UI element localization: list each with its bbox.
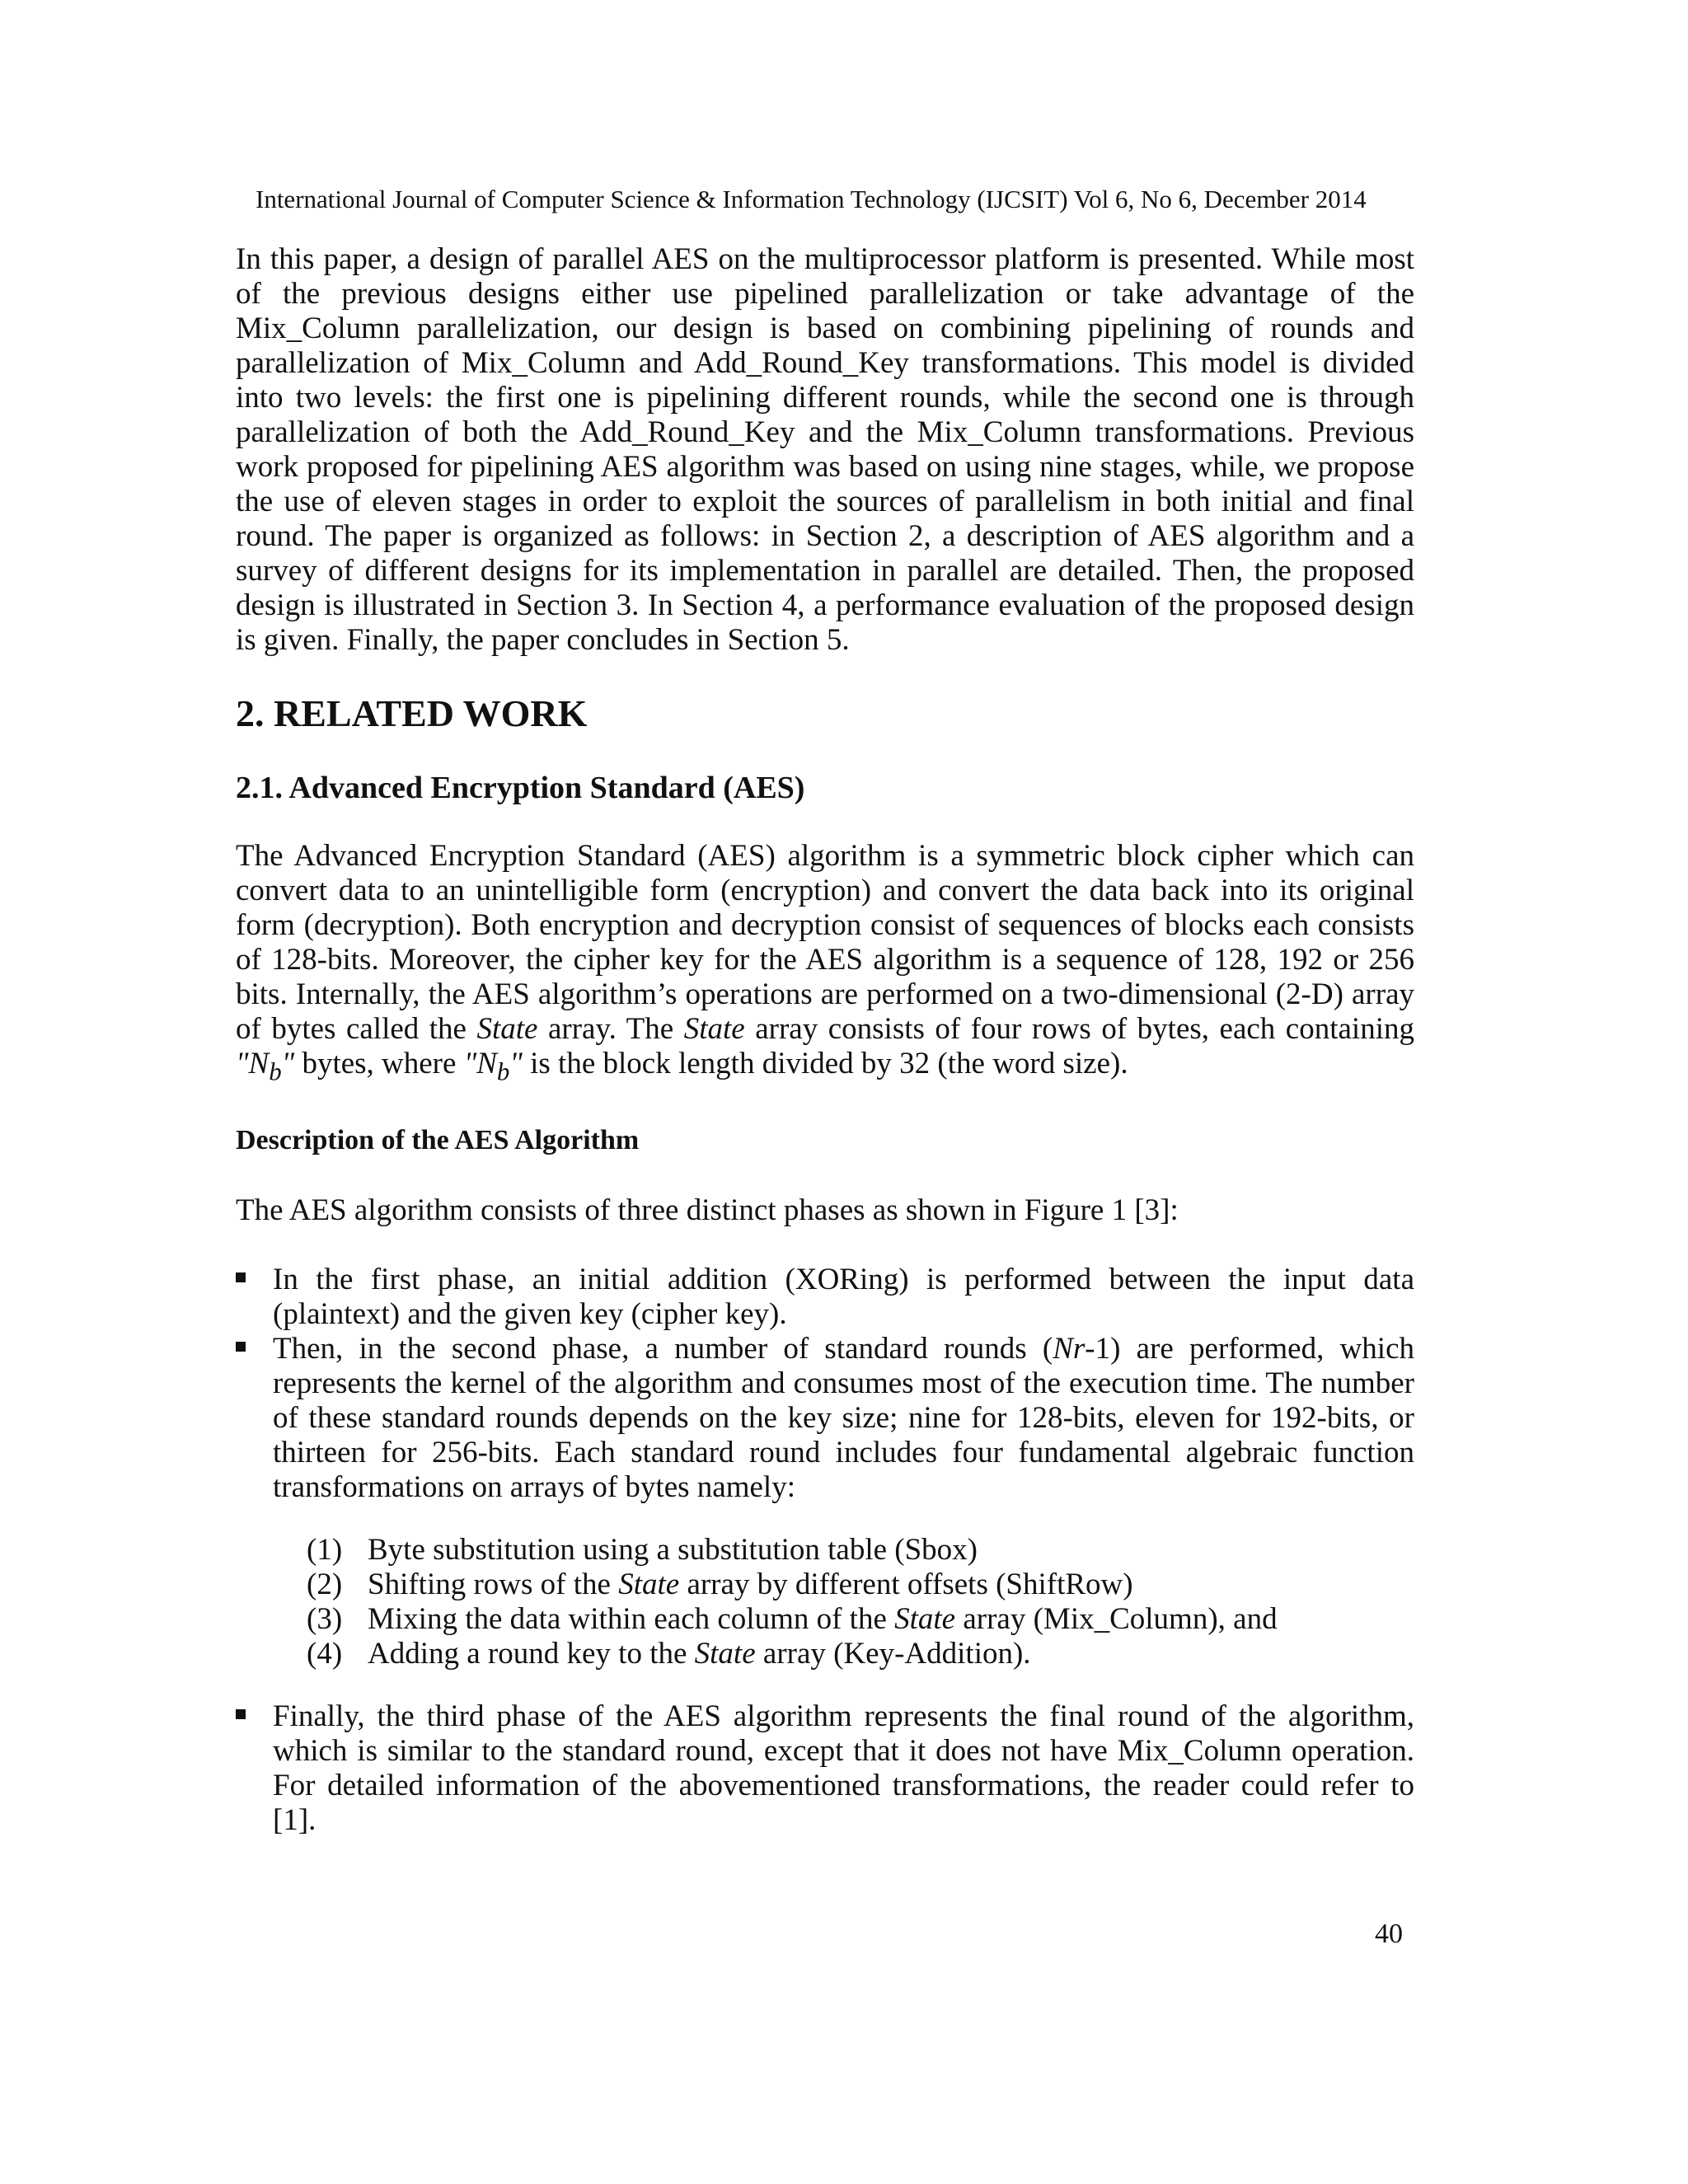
list-item xyxy=(307,1602,1378,1637)
list-number: (4) xyxy=(307,1637,343,1671)
bullet-text: Finally, the third phase of the AES algorithm represents the final round of the algorithm, which is similar to the standard round, except that it does not have Mix_Column operation. For detailed information of the abovementioned transformations, the reader could refer to [1]. xyxy=(273,1699,1414,1837)
list-text: Shifting rows of the xyxy=(368,1568,619,1601)
running-header: International Journal of Computer Science & Information Technology (IJCSIT) Vol 6, No 6, December 2014 xyxy=(256,185,1367,213)
state-term: State xyxy=(618,1568,680,1601)
description-heading: Description of the AES Algorithm xyxy=(236,1125,640,1155)
bullet-text: In the first phase, an initial addition (XORing) is performed between the input data (plaintext) and the given key (cipher key). xyxy=(273,1263,1414,1331)
bullet-item-final-phase xyxy=(236,1699,1414,1838)
list-number: (2) xyxy=(307,1568,343,1601)
square-bullet-icon xyxy=(236,1272,246,1282)
list-text: array by different offsets (ShiftRow) xyxy=(679,1568,1133,1601)
nb-symbol xyxy=(236,1047,295,1086)
list-item xyxy=(307,1568,1378,1602)
nb-symbol xyxy=(463,1047,523,1086)
square-bullet-icon xyxy=(236,1342,246,1352)
aes-text-3: array consists of four rows of bytes, each containing xyxy=(744,1012,1414,1046)
list-text: Mixing the data within each column of the xyxy=(368,1602,895,1636)
aes-text-5: is the block length divided by 32 (the word size). xyxy=(522,1047,1128,1080)
list-text: array (Mix_Column), and xyxy=(955,1602,1278,1636)
list-text: array (Key-Addition). xyxy=(755,1637,1031,1671)
nb-symbol-open: "N xyxy=(463,1047,497,1080)
bullet-text-b: -1) are performed, which represents the kernel of the algorithm and consumes most of the execution time. The number of these standard rounds depends on the key size; nine for 128-bits, eleven for 192-bits, or thirteen for 256-bits. Each standard round includes four fundamental algebraic function transformations on arrays of bytes namely: xyxy=(273,1332,1414,1504)
bullet-item-second-phase xyxy=(236,1332,1414,1505)
list-text: Byte substitution using a substitution table (Sbox) xyxy=(368,1533,978,1567)
state-term: State xyxy=(683,1012,745,1046)
list-number: (3) xyxy=(307,1602,343,1636)
nb-symbol-open: "N xyxy=(236,1047,270,1080)
nb-subscript: b xyxy=(496,1057,510,1086)
state-term: State xyxy=(694,1637,756,1671)
aes-text-1: The Advanced Encryption Standard (AES) algorithm is a symmetric block cipher which can convert data to an unintelligible form (encryption) and convert the data back into its original form (decryption). Both encryption and decryption consist of sequences of blocks each consists of 128-bits. Moreover, the cipher key for the AES algorithm is a sequence of 128, 192 or 256 bits. Internally, the AES algorithm’s operations are performed on a two-dimensional (2-D) array of bytes called the xyxy=(236,839,1414,1046)
state-term: State xyxy=(894,1602,956,1636)
intro-paragraph: In this paper, a design of parallel AES on the multiprocessor platform is presented. While most of the previous designs either use pipelined parallelization or take advantage of the Mix_Column parallelization, our design is based on combining pipelining of rounds and parallelization of Mix_Column and Add_Round_Key transformations. This model is divided into two levels: the first one is pipelining different rounds, while the second one is through parallelization of both the Add_Round_Key and the Mix_Column transformations. Previous work proposed for pipelining AES algorithm was based on using nine stages, while, we propose the use of eleven stages in order to exploit the sources of parallelism in both initial and final round. The paper is organized as follows: in Section 2, a description of AES algorithm and a survey of different designs for its implementation in parallel are detailed. Then, the proposed design is illustrated in Section 3. In Section 4, a performance evaluation of the proposed design is given. Finally, the paper concludes in Section 5. xyxy=(236,242,1414,657)
nb-symbol-close: " xyxy=(509,1047,523,1080)
list-text: Adding a round key to the xyxy=(368,1637,695,1671)
nb-symbol-close: " xyxy=(281,1047,295,1080)
section-heading: 2. RELATED WORK xyxy=(236,692,588,734)
bullet-item-first-phase xyxy=(236,1263,1414,1332)
bullet-text-a: Then, in the second phase, a number of standard rounds ( xyxy=(273,1332,1053,1366)
nr-symbol: Nr xyxy=(1053,1332,1085,1366)
subsection-heading: 2.1. Advanced Encryption Standard (AES) xyxy=(236,771,805,805)
bullet-text xyxy=(273,1332,1414,1505)
list-item xyxy=(307,1637,1378,1671)
aes-text-4: bytes, where xyxy=(294,1047,464,1080)
phases-intro: The AES algorithm consists of three distinct phases as shown in Figure 1 [3]: xyxy=(236,1193,1179,1227)
nb-subscript: b xyxy=(269,1057,282,1086)
aes-text-2: array. The xyxy=(537,1012,684,1046)
aes-paragraph xyxy=(236,839,1414,1089)
page-number: 40 xyxy=(1375,1919,1403,1949)
list-item xyxy=(307,1533,1378,1568)
transformation-list xyxy=(307,1533,1378,1671)
state-term: State xyxy=(476,1012,538,1046)
square-bullet-icon xyxy=(236,1709,246,1719)
list-number: (1) xyxy=(307,1533,343,1567)
